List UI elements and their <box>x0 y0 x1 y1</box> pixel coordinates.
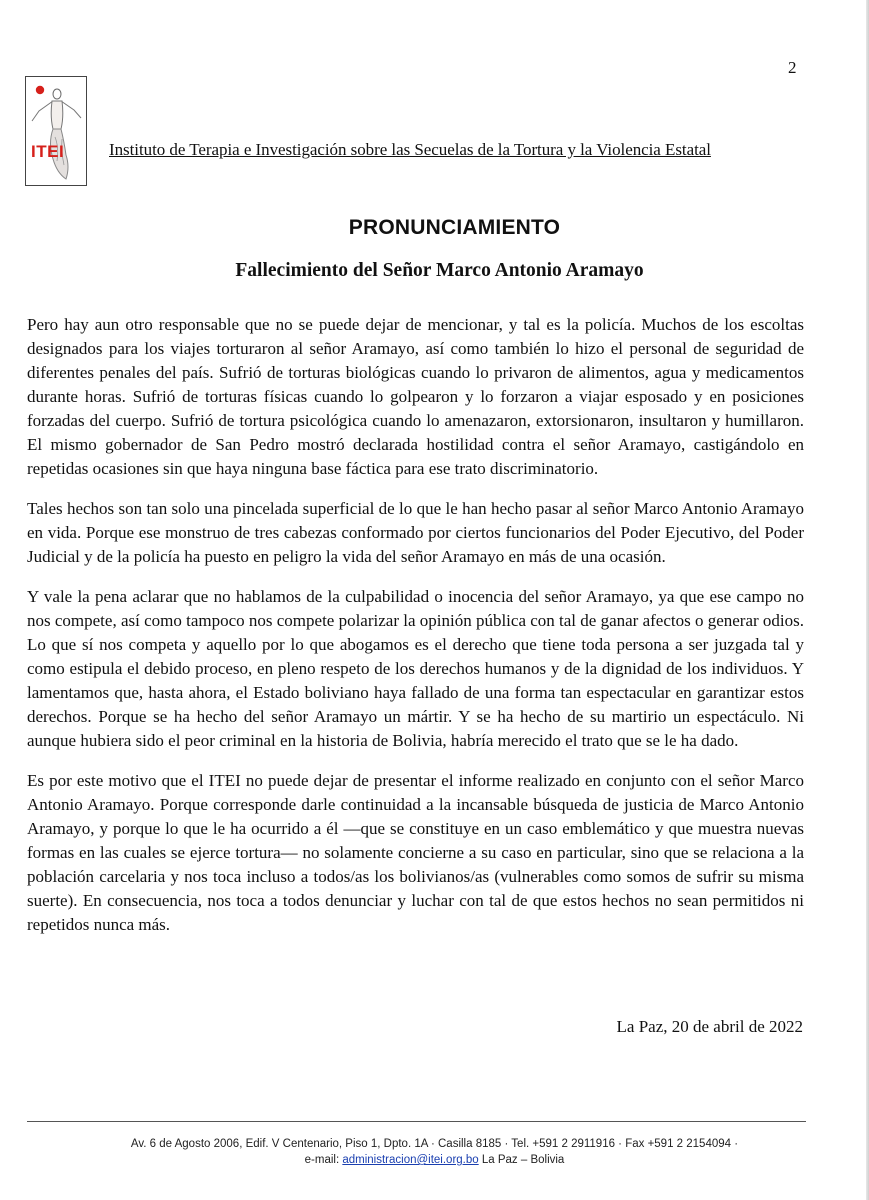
logo-text: ITEI <box>31 142 65 161</box>
footer <box>0 1136 869 1168</box>
document-subtitle: Fallecimiento del Señor Marco Antonio Aramayo <box>235 260 644 281</box>
footer-address: Av. 6 de Agosto 2006, Edif. V Centenario, Piso 1, Dpto. 1A · Casilla 8185 · Tel. +591 2 2911916 · Fax +591 2 2154094 · <box>130 1138 739 1150</box>
paragraph: Tales hechos son tan solo una pincelada superficial de lo que le han hecho pasar al señor Marco Antonio Aramayo en vida. Porque ese monstruo de tres cabezas conformado por ciertos funcionarios del Poder Ejecutivo, del Poder Judicial y de la policía ha puesto en peligro la vida del señor Aramayo en más de una ocasión. <box>27 499 804 566</box>
footer-email-label: e-mail: <box>304 1154 343 1166</box>
footer-divider <box>27 1121 806 1122</box>
paragraph: Pero hay aun otro responsable que no se puede dejar de mencionar, y tal es la policía. Muchos de los escoltas designados para los viajes torturaron al señor Aramayo, así como también lo hizo el personal de seguridad de diferentes penales del país. Sufrió de torturas biológicas cuando lo privaron de alimentos, agua y medicamentos durante horas. Sufrió de torturas físicas cuando lo golpearon y lo forzaron a viajar esposado y en posiciones forzadas del cuerpo. Sufrió de tortura psicológica cuando lo amenazaron, extorsionaron, insultaron y humillaron. El mismo gobernador de San Pedro mostró declarada hostilidad contra el señor Aramayo, castigándolo en repetidas ocasiones sin que haya ninguna base fáctica para ese trato discriminatorio. <box>27 315 804 478</box>
document-body <box>27 313 804 953</box>
institute-name: Instituto de Terapia e Investigación sobre las Secuelas de la Tortura y la Violencia Estatal <box>109 140 711 159</box>
paragraph: Y vale la pena aclarar que no hablamos de la culpabilidad o inocencia del señor Aramayo, ya que ese campo no nos compete, así como tampoco nos compete polarizar la opinión pública con tal de ganar afectos o generar odios. Lo que sí nos competa y aquello por lo que abogamos es el derecho que tiene toda persona a ser juzgada tal y como estipula el debido proceso, en pleno respeto de los derechos humanos y de la dignidad de los individuos. Y lamentamos que, hasta ahora, el Estado boliviano haya fallado de una forma tan espectacular en garantizar estos derechos. Porque se ha hecho del señor Aramayo un mártir. Y se ha hecho de su martirio un espectáculo. Ni aunque hubiera sido el peor criminal en la historia de Bolivia, habría merecido el trato que se le ha dado. <box>27 587 805 750</box>
document-title: PRONUNCIAMIENTO <box>348 216 561 239</box>
footer-email-link[interactable]: administracion@itei.org.bo <box>342 1154 479 1166</box>
itei-logo-figure-icon <box>26 77 86 185</box>
itei-logo <box>25 76 87 186</box>
place-and-date: La Paz, 20 de abril de 2022 <box>616 1017 803 1036</box>
page-number: 2 <box>788 58 797 77</box>
paragraph: Es por este motivo que el ITEI no puede dejar de presentar el informe realizado en conjunto con el señor Marco Antonio Aramayo. Porque corresponde darle continuidad a la incansable búsqueda de justicia de Marco Antonio Aramayo, y porque lo que le ha ocurrido a él —que se constituye en un caso emblemático y que muestra nuevas formas en las cuales se ejerce tortura— no solamente concierne a su caso en particular, sino que se relaciona a la población carcelaria y nos toca incluso a todos/as los bolivianos/as (vulnerables como somos de sufrir su misma suerte). En consecuencia, nos toca a todos denunciar y luchar con tal de que estos hechos no sean permitidos ni repetidos nunca más. <box>27 771 804 934</box>
footer-contact <box>0 1152 869 1168</box>
footer-location: La Paz – Bolivia <box>478 1154 565 1166</box>
